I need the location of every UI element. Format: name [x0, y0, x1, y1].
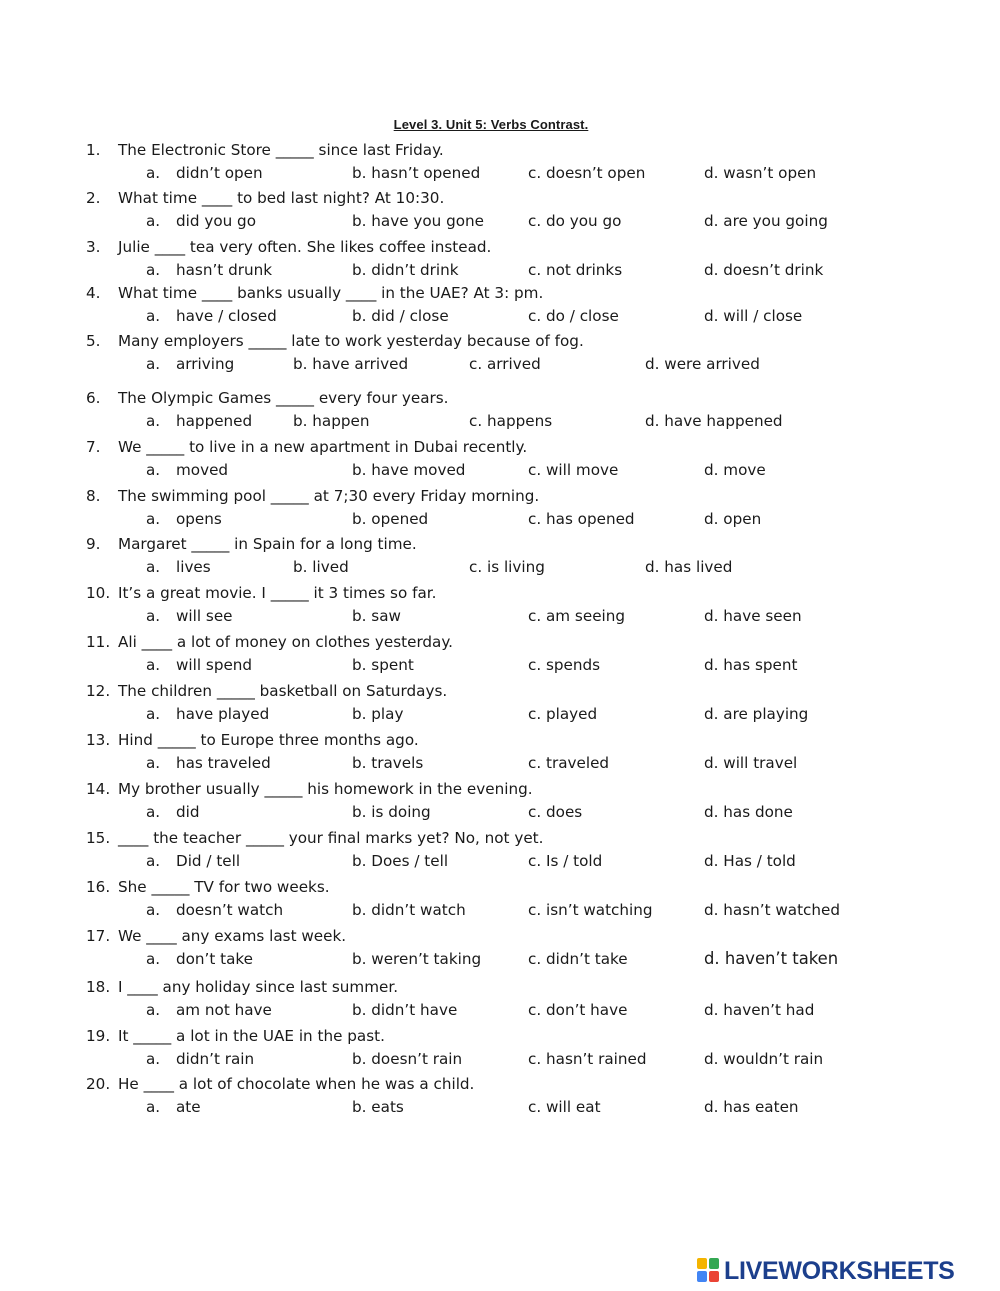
option-letter: a.: [146, 510, 161, 528]
question-text: Hind _____ to Europe three months ago.: [118, 731, 419, 749]
answer-option-d[interactable]: d. doesn’t drink: [704, 261, 824, 279]
question-number: 14.: [86, 780, 111, 798]
option-text: hasn’t drunk: [176, 261, 273, 279]
question-number: 6.: [86, 389, 101, 407]
option-letter: a.: [146, 901, 161, 919]
question-text: What time ____ banks usually ____ in the UAE? At 3: pm.: [118, 284, 544, 302]
answer-option-c[interactable]: c. played: [528, 705, 598, 723]
question-9: [0, 534, 1000, 582]
answer-option-b[interactable]: b. eats: [352, 1098, 404, 1116]
answer-option-d[interactable]: d. has done: [704, 803, 793, 821]
answer-option-d[interactable]: d. haven’t had: [704, 1001, 815, 1019]
question-text: It _____ a lot in the UAE in the past.: [118, 1027, 385, 1045]
answer-option-c[interactable]: c. happens: [469, 412, 553, 430]
answer-option-c[interactable]: c. don’t have: [528, 1001, 628, 1019]
question-number: 9.: [86, 535, 101, 553]
answer-option-c[interactable]: c. am seeing: [528, 607, 626, 625]
option-text: have / closed: [176, 307, 277, 325]
option-letter: a.: [146, 803, 161, 821]
answer-option-d[interactable]: d. are you going: [704, 212, 828, 230]
question-number: 18.: [86, 978, 111, 996]
option-text: did you go: [176, 212, 256, 230]
answer-option-d[interactable]: d. wouldn’t rain: [704, 1050, 824, 1068]
answer-option-b[interactable]: b. doesn’t rain: [352, 1050, 463, 1068]
option-text: will spend: [176, 656, 253, 674]
answer-option-c[interactable]: c. is living: [469, 558, 545, 576]
answer-option-b[interactable]: b. didn’t watch: [352, 901, 466, 919]
answer-option-b[interactable]: b. didn’t have: [352, 1001, 458, 1019]
option-letter: a.: [146, 607, 161, 625]
answer-option-c[interactable]: c. spends: [528, 656, 601, 674]
question-16: [0, 877, 1000, 925]
option-text: didn’t open: [176, 164, 263, 182]
answer-option-b[interactable]: b. saw: [352, 607, 401, 625]
question-18: [0, 977, 1000, 1025]
question-5: [0, 331, 1000, 379]
liveworksheets-logo: [697, 1256, 997, 1286]
question-number: 16.: [86, 878, 111, 896]
answer-option-c[interactable]: c. didn’t take: [528, 950, 628, 968]
question-4: [0, 283, 1000, 331]
question-number: 15.: [86, 829, 111, 847]
option-text: have played: [176, 705, 270, 723]
answer-option-d[interactable]: d. open: [704, 510, 762, 528]
option-text: did: [176, 803, 200, 821]
question-14: [0, 779, 1000, 827]
question-text: ____ the teacher _____ your final marks yet? No, not yet.: [118, 829, 544, 847]
question-7: [0, 437, 1000, 485]
question-2: [0, 188, 1000, 236]
answer-option-d[interactable]: d. have seen: [704, 607, 802, 625]
answer-option-d[interactable]: d. hasn’t watched: [704, 901, 841, 919]
answer-option-b[interactable]: b. Does / tell: [352, 852, 449, 870]
answer-option-d[interactable]: d. Has / told: [704, 852, 796, 870]
question-number: 20.: [86, 1075, 111, 1093]
answer-option-c[interactable]: c. will move: [528, 461, 619, 479]
answer-option-d[interactable]: d. will travel: [704, 754, 798, 772]
answer-option-c[interactable]: c. do you go: [528, 212, 622, 230]
option-letter: a.: [146, 705, 161, 723]
answer-option-d[interactable]: d. has lived: [645, 558, 733, 576]
option-text: will see: [176, 607, 233, 625]
answer-option-b[interactable]: b. lived: [293, 558, 349, 576]
question-text: Many employers _____ late to work yesterday because of fog.: [118, 332, 584, 350]
answer-option-c[interactable]: c. hasn’t rained: [528, 1050, 647, 1068]
answer-option-b[interactable]: b. did / close: [352, 307, 449, 325]
answer-option-b[interactable]: b. have moved: [352, 461, 466, 479]
answer-option-d[interactable]: d. are playing: [704, 705, 809, 723]
answer-option-c[interactable]: c. traveled: [528, 754, 610, 772]
question-number: 19.: [86, 1027, 111, 1045]
question-text: My brother usually _____ his homework in the evening.: [118, 780, 533, 798]
worksheet-title: Level 3. Unit 5: Verbs Contrast.: [393, 117, 589, 132]
option-letter: a.: [146, 852, 161, 870]
logo-text: LIVEWORKSHEETS: [724, 1256, 955, 1285]
answer-option-b[interactable]: b. spent: [352, 656, 414, 674]
question-text: She _____ TV for two weeks.: [118, 878, 330, 896]
question-13: [0, 730, 1000, 778]
question-17: [0, 926, 1000, 974]
question-text: The Electronic Store _____ since last Friday.: [118, 141, 444, 159]
question-20: [0, 1074, 1000, 1122]
question-1: [0, 140, 1000, 188]
question-number: 13.: [86, 731, 111, 749]
question-text: What time ____ to bed last night? At 10:30.: [118, 189, 445, 207]
question-number: 5.: [86, 332, 101, 350]
logo-mark-icon: [697, 1258, 721, 1284]
option-letter: a.: [146, 461, 161, 479]
question-number: 4.: [86, 284, 101, 302]
answer-option-c[interactable]: c. arrived: [469, 355, 541, 373]
question-3: [0, 237, 1000, 285]
answer-option-b[interactable]: b. didn’t drink: [352, 261, 459, 279]
option-letter: a.: [146, 261, 161, 279]
answer-option-c[interactable]: c. has opened: [528, 510, 635, 528]
question-text: Ali ____ a lot of money on clothes yesterday.: [118, 633, 454, 651]
option-letter: a.: [146, 558, 161, 576]
answer-option-b[interactable]: b. hasn’t opened: [352, 164, 481, 182]
question-text: He ____ a lot of chocolate when he was a child.: [118, 1075, 475, 1093]
question-number: 8.: [86, 487, 101, 505]
question-number: 10.: [86, 584, 111, 602]
answer-option-d[interactable]: d. were arrived: [645, 355, 760, 373]
question-text: We _____ to live in a new apartment in Dubai recently.: [118, 438, 528, 456]
question-number: 12.: [86, 682, 111, 700]
option-text: doesn’t watch: [176, 901, 284, 919]
question-11: [0, 632, 1000, 680]
option-text: didn’t rain: [176, 1050, 255, 1068]
answer-option-b[interactable]: b. happen: [293, 412, 370, 430]
answer-option-d[interactable]: d. has eaten: [704, 1098, 799, 1116]
option-text: ate: [176, 1098, 201, 1116]
question-15: [0, 828, 1000, 876]
answer-option-d[interactable]: d. has spent: [704, 656, 798, 674]
option-text: don’t take: [176, 950, 254, 968]
question-text: We ____ any exams last week.: [118, 927, 347, 945]
option-letter: a.: [146, 1001, 161, 1019]
answer-option-b[interactable]: b. opened: [352, 510, 429, 528]
question-text: It’s a great movie. I _____ it 3 times so far.: [118, 584, 437, 602]
question-6: [0, 388, 1000, 436]
answer-option-c[interactable]: c. not drinks: [528, 261, 623, 279]
answer-option-b[interactable]: b. weren’t taking: [352, 950, 482, 968]
answer-option-d[interactable]: d. have happened: [645, 412, 783, 430]
question-text: Julie ____ tea very often. She likes coffee instead.: [118, 238, 492, 256]
option-text: opens: [176, 510, 222, 528]
answer-option-d[interactable]: d. will / close: [704, 307, 803, 325]
question-text: The Olympic Games _____ every four years.: [118, 389, 449, 407]
question-12: [0, 681, 1000, 729]
option-letter: a.: [146, 1050, 161, 1068]
option-letter: a.: [146, 412, 161, 430]
question-text: I ____ any holiday since last summer.: [118, 978, 399, 996]
option-text: happened: [176, 412, 253, 430]
question-number: 1.: [86, 141, 101, 159]
option-letter: a.: [146, 212, 161, 230]
option-letter: a.: [146, 656, 161, 674]
option-letter: a.: [146, 950, 161, 968]
answer-option-c[interactable]: c. Is / told: [528, 852, 603, 870]
answer-option-d[interactable]: d. move: [704, 461, 766, 479]
answer-option-c[interactable]: c. doesn’t open: [528, 164, 646, 182]
answer-option-b[interactable]: b. have arrived: [293, 355, 409, 373]
option-letter: a.: [146, 355, 161, 373]
question-number: 11.: [86, 633, 111, 651]
answer-option-d[interactable]: d. wasn’t open: [704, 164, 817, 182]
answer-option-b[interactable]: b. is doing: [352, 803, 431, 821]
option-text: arriving: [176, 355, 235, 373]
question-number: 7.: [86, 438, 101, 456]
option-text: has traveled: [176, 754, 271, 772]
answer-option-c[interactable]: c. does: [528, 803, 583, 821]
option-letter: a.: [146, 307, 161, 325]
answer-option-c[interactable]: c. will eat: [528, 1098, 601, 1116]
answer-option-d[interactable]: d. haven’t taken: [704, 949, 839, 968]
question-10: [0, 583, 1000, 631]
question-text: The children _____ basketball on Saturdays.: [118, 682, 448, 700]
option-text: Did / tell: [176, 852, 241, 870]
answer-option-c[interactable]: c. do / close: [528, 307, 619, 325]
question-number: 3.: [86, 238, 101, 256]
question-text: The swimming pool _____ at 7;30 every Friday morning.: [118, 487, 540, 505]
option-text: moved: [176, 461, 229, 479]
question-number: 17.: [86, 927, 111, 945]
question-number: 2.: [86, 189, 101, 207]
answer-option-c[interactable]: c. isn’t watching: [528, 901, 653, 919]
option-letter: a.: [146, 754, 161, 772]
answer-option-b[interactable]: b. travels: [352, 754, 424, 772]
option-text: am not have: [176, 1001, 272, 1019]
question-text: Margaret _____ in Spain for a long time.: [118, 535, 417, 553]
answer-option-b[interactable]: b. play: [352, 705, 404, 723]
option-text: lives: [176, 558, 211, 576]
question-19: [0, 1026, 1000, 1074]
option-letter: a.: [146, 164, 161, 182]
question-8: [0, 486, 1000, 534]
option-letter: a.: [146, 1098, 161, 1116]
answer-option-b[interactable]: b. have you gone: [352, 212, 485, 230]
